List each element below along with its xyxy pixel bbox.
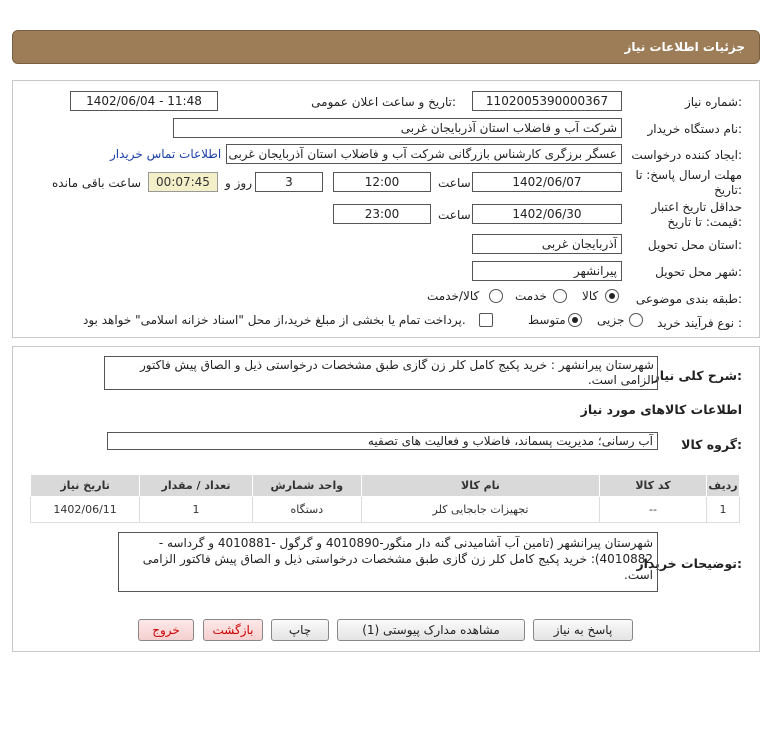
announce-field: 1402/06/04 - 11:48 bbox=[70, 91, 218, 111]
process-label: نوع فرآیند خرید : bbox=[657, 316, 742, 330]
buyer-notes-label: توضیحات خریدار: bbox=[636, 556, 742, 571]
cell-code: -- bbox=[599, 497, 706, 523]
need-number-field: 1102005390000367 bbox=[472, 91, 622, 111]
validity-label-2: قیمت: تا تاریخ: bbox=[667, 215, 742, 229]
announce-label: تاریخ و ساعت اعلان عمومی: bbox=[311, 95, 456, 109]
contact-buyer-link[interactable]: اطلاعات تماس خریدار bbox=[110, 147, 222, 161]
buyer-notes-text: شهرستان پیرانشهر (تامین آب آشامیدنی گنه دار منگور-4010890 و گرگول -4010881 و گرداسه - 4010882): خرید پکیج کامل کلر زن گازی طبق مشخصات درخواستی ذیل و الصاق پیش فاکتور الزامی است. bbox=[118, 532, 658, 592]
col-row: ردیف bbox=[707, 475, 740, 497]
province-field: آذربایجان غربی bbox=[472, 234, 622, 254]
print-button[interactable]: چاپ bbox=[271, 619, 329, 641]
validity-time-label: ساعت bbox=[438, 208, 471, 222]
cell-unit: دستگاه bbox=[252, 497, 361, 523]
province-label: استان محل تحویل: bbox=[647, 238, 742, 252]
city-field: پیرانشهر bbox=[472, 261, 622, 281]
buyer-org-field: شرکت آب و فاضلاب استان آذربایجان غربی bbox=[173, 118, 622, 138]
requester-label: ایجاد کننده درخواست: bbox=[631, 148, 742, 162]
exit-button[interactable]: خروج bbox=[138, 619, 194, 641]
remaining-label: ساعت باقی مانده bbox=[52, 176, 142, 190]
process-option-medium: متوسط bbox=[528, 313, 566, 327]
remaining-time-field: 00:07:45 bbox=[148, 172, 218, 192]
deadline-label-2: تاریخ: bbox=[714, 183, 742, 197]
goods-section-title: اطلاعات کالاهای مورد نیاز bbox=[580, 402, 742, 417]
goods-table-header bbox=[31, 475, 740, 497]
need-number-label: شماره نیاز: bbox=[684, 95, 742, 109]
category-option-goods: کالا bbox=[582, 289, 599, 303]
days-field: 3 bbox=[255, 172, 323, 192]
deadline-label: مهلت ارسال پاسخ: تا bbox=[635, 168, 742, 182]
attachments-button[interactable]: مشاهده مدارک پیوستی (1) bbox=[337, 619, 525, 641]
summary-text: شهرستان پیرانشهر : خرید پکیج کامل کلر زن گازی طبق مشخصات درخواستی ذیل و الصاق پیش فاکتور الزامی است. bbox=[104, 356, 658, 390]
reply-button[interactable]: پاسخ به نیاز bbox=[533, 619, 633, 641]
col-need-date: تاریخ نیاز bbox=[31, 475, 140, 497]
category-radio-service[interactable] bbox=[553, 289, 567, 303]
deadline-time-label: ساعت bbox=[438, 176, 471, 190]
cell-name: تجهیزات جابجایی کلر bbox=[361, 497, 599, 523]
deadline-time-field: 12:00 bbox=[333, 172, 431, 192]
table-row bbox=[31, 497, 740, 523]
category-option-service: خدمت bbox=[515, 289, 547, 303]
city-label: شهر محل تحویل: bbox=[655, 265, 742, 279]
goods-group-field: آب رسانی؛ مدیریت پسماند، فاضلاب و فعالیت های تصفیه bbox=[107, 432, 658, 450]
cell-need-date: 1402/06/11 bbox=[31, 497, 140, 523]
cell-quantity: 1 bbox=[140, 497, 252, 523]
col-name: نام کالا bbox=[361, 475, 599, 497]
deadline-date-field: 1402/06/07 bbox=[472, 172, 622, 192]
validity-date-field: 1402/06/30 bbox=[472, 204, 622, 224]
goods-table bbox=[30, 474, 740, 523]
category-label: طبقه بندی موضوعی: bbox=[635, 292, 742, 306]
page-title: جزئیات اطلاعات نیاز bbox=[624, 40, 745, 54]
requester-field: عسگر برزگری کارشناس بازرگانی شرکت آب و فاضلاب استان آذربایجان غربی bbox=[226, 144, 622, 164]
cell-row: 1 bbox=[707, 497, 740, 523]
summary-label: شرح کلی نیاز: bbox=[652, 368, 742, 383]
col-quantity: تعداد / مقدار bbox=[140, 475, 252, 497]
payment-note: پرداخت تمام یا بخشی از مبلغ خرید،از محل "اسناد خزانه اسلامی" خواهد بود. bbox=[83, 313, 466, 327]
category-radio-goods[interactable] bbox=[605, 289, 619, 303]
validity-label: حداقل تاریخ اعتبار bbox=[651, 200, 742, 214]
col-code: کد کالا bbox=[599, 475, 706, 497]
process-radio-medium[interactable] bbox=[568, 313, 582, 327]
buyer-org-label: نام دستگاه خریدار: bbox=[647, 122, 742, 136]
validity-time-field: 23:00 bbox=[333, 204, 431, 224]
category-option-both: کالا/خدمت bbox=[427, 289, 480, 303]
category-radio-both[interactable] bbox=[489, 289, 503, 303]
days-label: روز و bbox=[225, 176, 252, 190]
process-option-minor: جزیی bbox=[597, 313, 625, 327]
back-button[interactable]: بازگشت bbox=[203, 619, 263, 641]
page-header bbox=[12, 30, 760, 64]
treasury-payment-checkbox[interactable] bbox=[479, 313, 493, 327]
goods-group-label: گروه کالا: bbox=[681, 437, 742, 452]
process-radio-minor[interactable] bbox=[629, 313, 643, 327]
col-unit: واحد شمارش bbox=[252, 475, 361, 497]
